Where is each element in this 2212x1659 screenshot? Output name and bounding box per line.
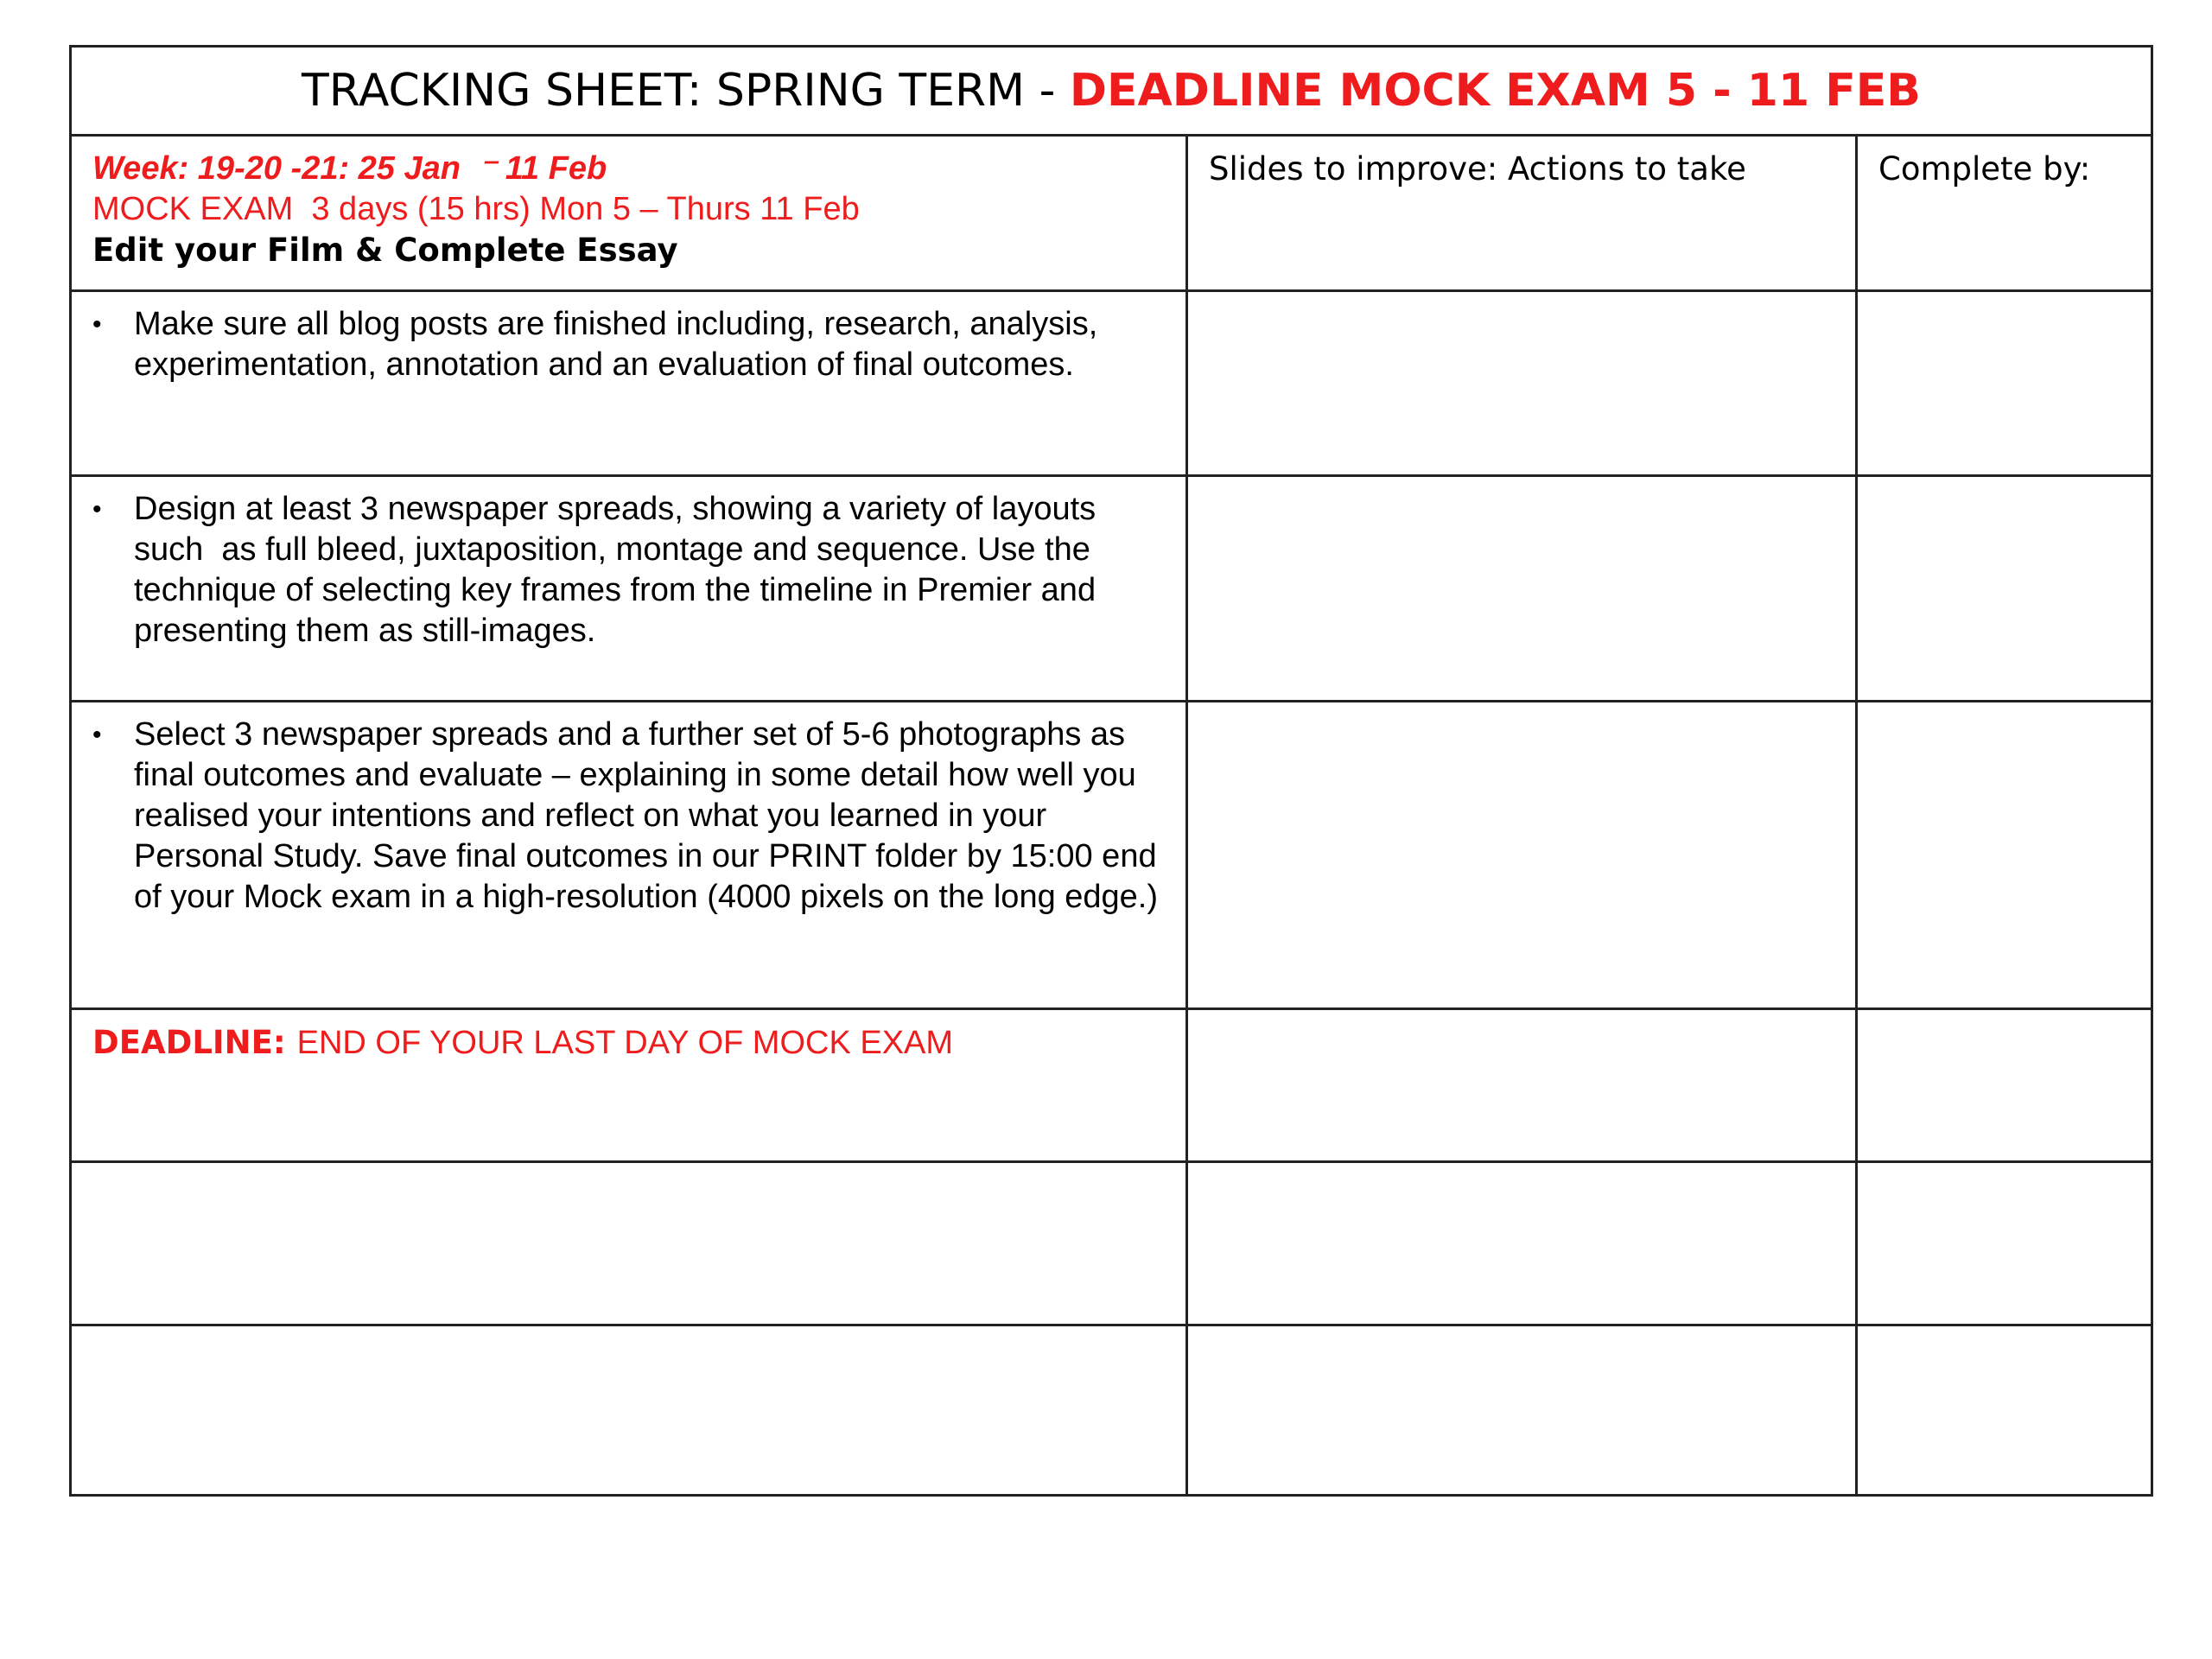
actions-cell-2[interactable]: [1188, 477, 1858, 702]
actions-cell-4[interactable]: [1188, 1010, 1858, 1163]
empty-task-cell-6[interactable]: [72, 1326, 1188, 1494]
task-text: Select 3 newspaper spreads and a further set of 5-6 photographs as final outcomes and evaluate – explaining in some detail how well you realised your intentions and reflect on what you learned in your Personal Study. Save final outcomes in our PRINT folder by 15:00 end of your Mock exam in a high-resolution (4000 pixels on the long edge.): [134, 716, 1159, 915]
complete-by-cell-6[interactable]: [1858, 1326, 2151, 1494]
tracking-grid: [72, 137, 2151, 1494]
title-deadline-highlight: DEADLINE MOCK EXAM 5 - 11 FEB: [1069, 65, 1921, 117]
deadline-label: DEADLINE:: [92, 1024, 297, 1061]
complete-by-cell-5[interactable]: [1858, 1163, 2151, 1326]
task-bullet-item: [92, 489, 1165, 652]
actions-column-header: Slides to improve: Actions to take: [1209, 150, 1746, 188]
task-cell-2: [72, 477, 1188, 702]
edit-instruction: Edit your Film & Complete Essay: [92, 232, 678, 269]
header-complete-by-cell: [1858, 137, 2151, 292]
sheet-title: [72, 48, 2151, 137]
tracking-sheet-table: [69, 45, 2153, 1497]
complete-by-cell-4[interactable]: [1858, 1010, 2151, 1163]
actions-cell-1[interactable]: [1188, 292, 1858, 477]
complete-by-cell-1[interactable]: [1858, 292, 2151, 477]
task-bullet-item: [92, 304, 1165, 385]
task-cell-1: [72, 292, 1188, 477]
actions-cell-6[interactable]: [1188, 1326, 1858, 1494]
header-actions-cell: [1188, 137, 1858, 292]
week-range: Week: 19-20 -21: 25 Jan ⁻ 11 Feb: [92, 150, 607, 187]
deadline-text: END OF YOUR LAST DAY OF MOCK EXAM: [296, 1025, 954, 1061]
title-prefix: TRACKING SHEET: SPRING TERM -: [302, 65, 1070, 117]
task-text: Make sure all blog posts are finished including, research, analysis, experimentation, annotation and an evaluation of final outcomes.: [134, 306, 1098, 383]
complete-by-column-header: Complete by:: [1878, 150, 2091, 188]
complete-by-cell-3[interactable]: [1858, 702, 2151, 1010]
empty-task-cell-5[interactable]: [72, 1163, 1188, 1326]
header-week-cell: [72, 137, 1188, 292]
actions-cell-3[interactable]: [1188, 702, 1858, 1010]
bullet-icon: •: [92, 310, 102, 339]
task-bullet-item: [92, 715, 1165, 918]
task-text: Design at least 3 newspaper spreads, showing a variety of layouts such as full bleed, juxtaposition, montage and sequence. Use the technique of selecting key frames from the timeline in Premier and presenting them as still-images.: [134, 491, 1105, 649]
bullet-icon: •: [92, 721, 102, 749]
mock-exam-info: MOCK EXAM 3 days (15 hrs) Mon 5 – Thurs 11 Feb: [92, 191, 860, 227]
actions-cell-5[interactable]: [1188, 1163, 1858, 1326]
complete-by-cell-2[interactable]: [1858, 477, 2151, 702]
bullet-icon: •: [92, 495, 102, 524]
task-cell-3: [72, 702, 1188, 1010]
deadline-cell: [72, 1010, 1188, 1163]
